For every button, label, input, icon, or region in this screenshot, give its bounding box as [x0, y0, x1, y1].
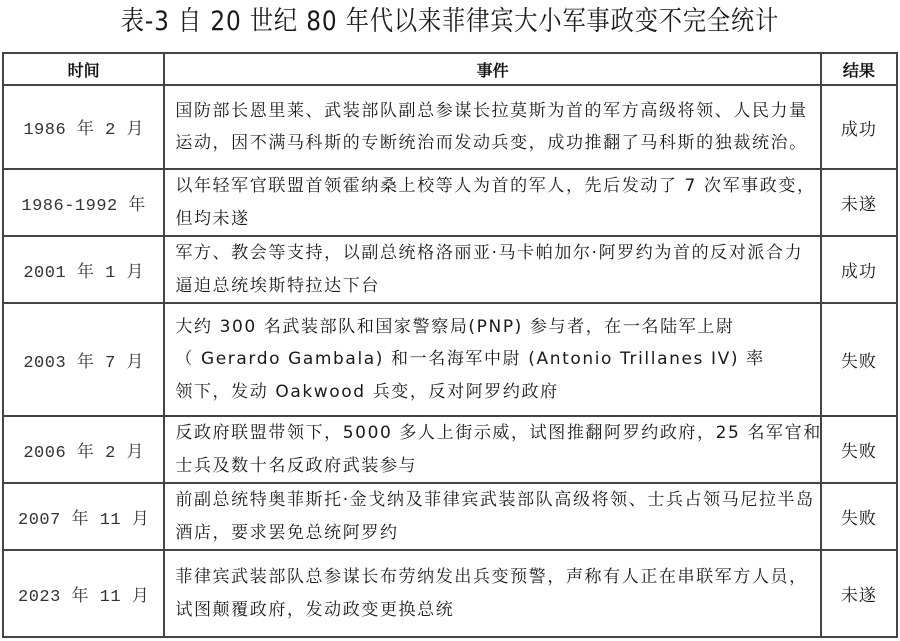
- header-time: 时间: [3, 53, 164, 85]
- cell-time: 2003 年 7 月: [3, 303, 164, 416]
- cell-time: 2007 年 11 月: [3, 483, 164, 550]
- event-line: 大约 300 名武装部队和国家警察局(PNP) 参与者，在一名陆军上尉: [175, 316, 735, 337]
- cell-time: 1986-1992 年: [3, 169, 164, 236]
- table-row: [3, 236, 897, 303]
- cell-result: 未遂: [821, 169, 897, 236]
- event-line: 以年轻军官联盟首领霍纳桑上校等人为首的军人，先后发动了 7 次军事政变，: [175, 176, 816, 196]
- event-line: 试图颠覆政府，发动政变更换总统: [175, 599, 455, 620]
- cell-event: [164, 303, 820, 416]
- table-row: [3, 416, 897, 483]
- event-line: 前副总统特奥菲斯托·金戈纳及菲律宾武装部队高级将领、士兵占领马尼拉半岛: [175, 490, 815, 510]
- table-row: [3, 85, 897, 169]
- coup-statistics-table: [2, 52, 898, 638]
- table-row: [3, 550, 897, 637]
- cell-time: 2001 年 1 月: [3, 236, 164, 303]
- table-header-row: [3, 53, 897, 85]
- cell-time: 2006 年 2 月: [3, 416, 164, 483]
- cell-time: 1986 年 2 月: [3, 85, 164, 169]
- event-line: 但均未遂: [175, 208, 250, 229]
- event-line: 反政府联盟带领下，5000 多人上街示威，试图推翻阿罗约政府，25 名军官和: [175, 423, 822, 443]
- event-line: 军方、教会等支持，以副总统格洛丽亚·马卡帕加尔·阿罗约为首的反对派合力: [175, 243, 804, 263]
- cell-event: [164, 483, 820, 550]
- cell-result: 失败: [821, 303, 897, 416]
- header-result: 结果: [821, 53, 897, 85]
- cell-result: 未遂: [821, 550, 897, 637]
- table-row: [3, 169, 897, 236]
- cell-event: [164, 236, 820, 303]
- cell-result: 成功: [821, 85, 897, 169]
- event-line: 运动，因不满马科斯的专断统治而发动兵变，成功推翻了马科斯的独裁统治。: [175, 133, 808, 153]
- event-line: 士兵及数十名反政府武装参与: [175, 455, 418, 476]
- event-line: 领下，发动 Oakwood 兵变，反对阿罗约政府: [175, 381, 559, 402]
- cell-event: [164, 416, 820, 483]
- event-line: 酒店，要求罢免总统阿罗约: [175, 522, 399, 543]
- table-row: [3, 483, 897, 550]
- cell-event: [164, 85, 820, 169]
- event-line: 菲律宾武装部队总参谋长布劳纳发出兵变预警，声称有人正在串联军方人员，: [175, 567, 808, 587]
- table-title: 表-3 自 20 世纪 80 年代以来菲律宾大小军事政变不完全统计: [120, 6, 780, 37]
- cell-event: [164, 550, 820, 637]
- cell-result: 失败: [821, 483, 897, 550]
- event-line: 逼迫总统埃斯特拉达下台: [175, 275, 380, 296]
- event-line: 国防部长恩里莱、武装部队副总参谋长拉莫斯为首的军方高级将领、人民力量: [175, 100, 808, 121]
- cell-time: 2023 年 11 月: [3, 550, 164, 637]
- cell-event: [164, 169, 820, 236]
- event-line: （ Gerardo Gambala) 和一名海军中尉 (Antonio Trillanes IV) 率: [175, 349, 765, 370]
- cell-result: 成功: [821, 236, 897, 303]
- table-row: [3, 303, 897, 416]
- cell-result: 失败: [821, 416, 897, 483]
- header-event: 事件: [164, 53, 820, 85]
